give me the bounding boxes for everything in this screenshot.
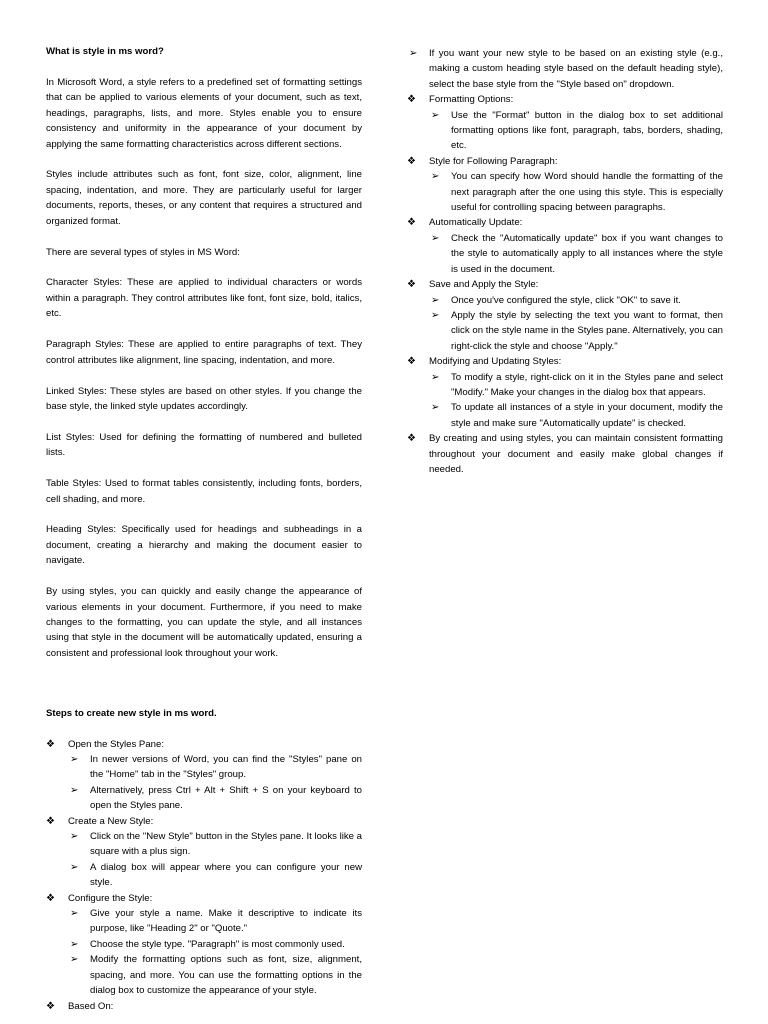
sub-list-item bbox=[429, 169, 723, 215]
paragraph-paragraph-styles: Paragraph Styles: These are applied to entire paragraphs of text. They control attributes like alignment, line spacing, indentation, and more. bbox=[46, 339, 362, 366]
arrow-bullet-icon: ➢ bbox=[70, 784, 79, 796]
paragraph-heading-styles: Heading Styles: Specifically used for headings and subheadings in a document, creating a hierarchy and making the document easier to navigate. bbox=[46, 524, 362, 567]
sub-list bbox=[429, 108, 723, 154]
list-item bbox=[407, 154, 723, 216]
sub-item-text: If you want your new style to be based on an existing style (e.g., making a custom heading style based on the default heading style), select the base style from the "Style based on" dropdown. bbox=[429, 48, 723, 90]
sub-list bbox=[68, 752, 362, 814]
sub-list-item bbox=[68, 860, 362, 891]
sub-list-item bbox=[429, 308, 723, 354]
diamond-bullet-icon: ❖ bbox=[407, 433, 416, 445]
closing-text: By creating and using styles, you can maintain consistent formatting throughout your document and easily make global changes if needed. bbox=[429, 433, 723, 475]
list-item bbox=[407, 215, 723, 277]
steps-list bbox=[46, 737, 362, 1014]
arrow-bullet-icon: ➢ bbox=[70, 938, 79, 950]
sub-list-item bbox=[68, 783, 362, 814]
sub-item-text: Choose the style type. "Paragraph" is most commonly used. bbox=[90, 938, 345, 950]
diamond-bullet-icon: ❖ bbox=[407, 279, 416, 291]
list-item bbox=[46, 891, 362, 999]
paragraph: By using styles, you can quickly and easily change the appearance of various elements in your document. Furthermore, if you need to make changes to the formatting, you can update the style, and all instances using that style in the document will be automatically updated, ensuring a consistent and professional look throughout your work. bbox=[46, 586, 362, 659]
sub-item-text: Check the "Automatically update" box if you want changes to the style to automatically apply to all instances where the style is used in the document. bbox=[451, 232, 723, 275]
arrow-bullet-icon: ➢ bbox=[431, 232, 440, 244]
paragraph-table-styles: Table Styles: Used to format tables consistently, including fonts, borders, cell shading, and more. bbox=[46, 478, 362, 505]
sub-list-item bbox=[68, 952, 362, 998]
sub-item-text: A dialog box will appear where you can configure your new style. bbox=[90, 861, 362, 889]
step-label: Style for Following Paragraph: bbox=[429, 155, 558, 167]
arrow-bullet-icon: ➢ bbox=[431, 309, 440, 321]
paragraph: In Microsoft Word, a style refers to a predefined set of formatting settings that can be applied to various elements of your document, such as text, headings, paragraphs, lists, and more. Styles enable you to ensure consistency and uniformity in the appearance of your document by applying the same formatting characteristics across different sections. bbox=[46, 76, 362, 150]
sub-item-text: Modify the formatting options such as font, size, alignment, spacing, and more. You can use the formatting options in the dialog box to customize the appearance of your style. bbox=[90, 954, 362, 997]
diamond-bullet-icon: ❖ bbox=[407, 217, 416, 229]
left-column bbox=[46, 44, 362, 1014]
sub-item-text: To modify a style, right-click on it in the Styles pane and select "Modify." Make your changes in the dialog box that appears. bbox=[451, 371, 723, 398]
list-item bbox=[407, 277, 723, 354]
sub-list bbox=[429, 169, 723, 215]
sub-item-text: Give your style a name. Make it descriptive to indicate its purpose, like "Heading 2" or "Quote." bbox=[90, 908, 362, 935]
sub-list bbox=[429, 293, 723, 355]
section-heading-steps: Steps to create new style in ms word. bbox=[46, 707, 217, 719]
sub-list-item bbox=[429, 400, 723, 431]
arrow-bullet-icon: ➢ bbox=[70, 831, 79, 843]
step-label: Configure the Style: bbox=[68, 892, 153, 904]
sub-item-text: Once you've configured the style, click "OK" to save it. bbox=[451, 294, 681, 306]
sub-item-text: In newer versions of Word, you can find the "Styles" pane on the "Home" tab in the "Styles" group. bbox=[90, 754, 362, 781]
step-label: Based On: bbox=[68, 1000, 114, 1012]
list-item bbox=[46, 814, 362, 891]
diamond-bullet-icon: ❖ bbox=[407, 94, 416, 106]
sub-list bbox=[68, 829, 362, 891]
step-label: Save and Apply the Style: bbox=[429, 279, 539, 291]
paragraph: Styles include attributes such as font, font size, color, alignment, line spacing, indentation, and more. They are particularly useful for larger documents, reports, theses, or any content that requires a structured and organized format. bbox=[46, 169, 362, 227]
step-label: Automatically Update: bbox=[429, 217, 523, 229]
sub-list bbox=[429, 370, 723, 432]
diamond-bullet-icon: ❖ bbox=[407, 155, 416, 167]
paragraph-list-styles: List Styles: Used for defining the formatting of numbered and bulleted lists. bbox=[46, 431, 362, 459]
step-label: Create a New Style: bbox=[68, 815, 154, 827]
sub-item-text: Click on the "New Style" button in the Styles pane. It looks like a square with a plus sign. bbox=[90, 831, 362, 858]
sub-list bbox=[68, 906, 362, 998]
step-label: Formatting Options: bbox=[429, 94, 514, 106]
sub-list-item bbox=[429, 231, 723, 277]
arrow-bullet-icon: ➢ bbox=[409, 48, 418, 59]
diamond-bullet-icon: ❖ bbox=[46, 1000, 55, 1012]
sub-list-item bbox=[429, 370, 723, 401]
arrow-bullet-icon: ➢ bbox=[70, 908, 79, 920]
sub-list-item bbox=[429, 293, 723, 308]
diamond-bullet-icon: ❖ bbox=[46, 892, 55, 904]
sub-list-item bbox=[68, 829, 362, 860]
sub-list-item bbox=[429, 108, 723, 154]
list-item bbox=[407, 92, 723, 154]
sub-list-item bbox=[68, 937, 362, 952]
sub-list-item bbox=[407, 46, 723, 92]
arrow-bullet-icon: ➢ bbox=[431, 371, 440, 383]
right-column bbox=[407, 46, 723, 477]
paragraph-linked-styles: Linked Styles: These styles are based on other styles. If you change the base style, the linked style updates accordingly. bbox=[46, 385, 362, 412]
diamond-bullet-icon: ❖ bbox=[46, 738, 55, 750]
section-heading-what-is-style: What is style in ms word? bbox=[46, 46, 164, 57]
arrow-bullet-icon: ➢ bbox=[431, 402, 440, 414]
diamond-bullet-icon: ❖ bbox=[46, 815, 55, 827]
steps-list-continued bbox=[407, 92, 723, 477]
sub-list bbox=[407, 46, 723, 92]
sub-item-text: To update all instances of a style in your document, modify the style and make sure "Automatically update" is checked. bbox=[451, 402, 723, 429]
arrow-bullet-icon: ➢ bbox=[431, 294, 440, 306]
sub-list-item bbox=[68, 752, 362, 783]
sub-item-text: Use the "Format" button in the dialog box to set additional formatting options like font, paragraph, tabs, borders, shading, etc. bbox=[451, 109, 723, 152]
arrow-bullet-icon: ➢ bbox=[431, 171, 440, 183]
list-item bbox=[46, 737, 362, 814]
list-item bbox=[407, 431, 723, 477]
paragraph: There are several types of styles in MS Word: bbox=[46, 246, 240, 258]
sub-item-text: Apply the style by selecting the text you want to format, then click on the style name in the Styles pane. Alternatively, you can right-click the style and choose "Apply." bbox=[451, 309, 723, 352]
list-item bbox=[407, 354, 723, 431]
sub-list bbox=[429, 231, 723, 277]
arrow-bullet-icon: ➢ bbox=[70, 954, 79, 966]
step-label: Modifying and Updating Styles: bbox=[429, 356, 562, 368]
list-item bbox=[46, 999, 362, 1014]
paragraph-character-styles: Character Styles: These are applied to individual characters or words within a paragraph. They control attributes like font, font size, bold, italics, etc. bbox=[46, 277, 362, 320]
sub-item-text: Alternatively, press Ctrl + Alt + Shift + S on your keyboard to open the Styles pane. bbox=[90, 784, 362, 812]
arrow-bullet-icon: ➢ bbox=[431, 109, 440, 121]
sub-item-text: You can specify how Word should handle the formatting of the next paragraph after the one using this style. This is especially useful for controlling spacing between paragraphs. bbox=[451, 171, 723, 214]
arrow-bullet-icon: ➢ bbox=[70, 861, 79, 873]
diamond-bullet-icon: ❖ bbox=[407, 356, 416, 368]
arrow-bullet-icon: ➢ bbox=[70, 754, 79, 765]
sub-list-item bbox=[68, 906, 362, 937]
step-label: Open the Styles Pane: bbox=[68, 738, 164, 750]
